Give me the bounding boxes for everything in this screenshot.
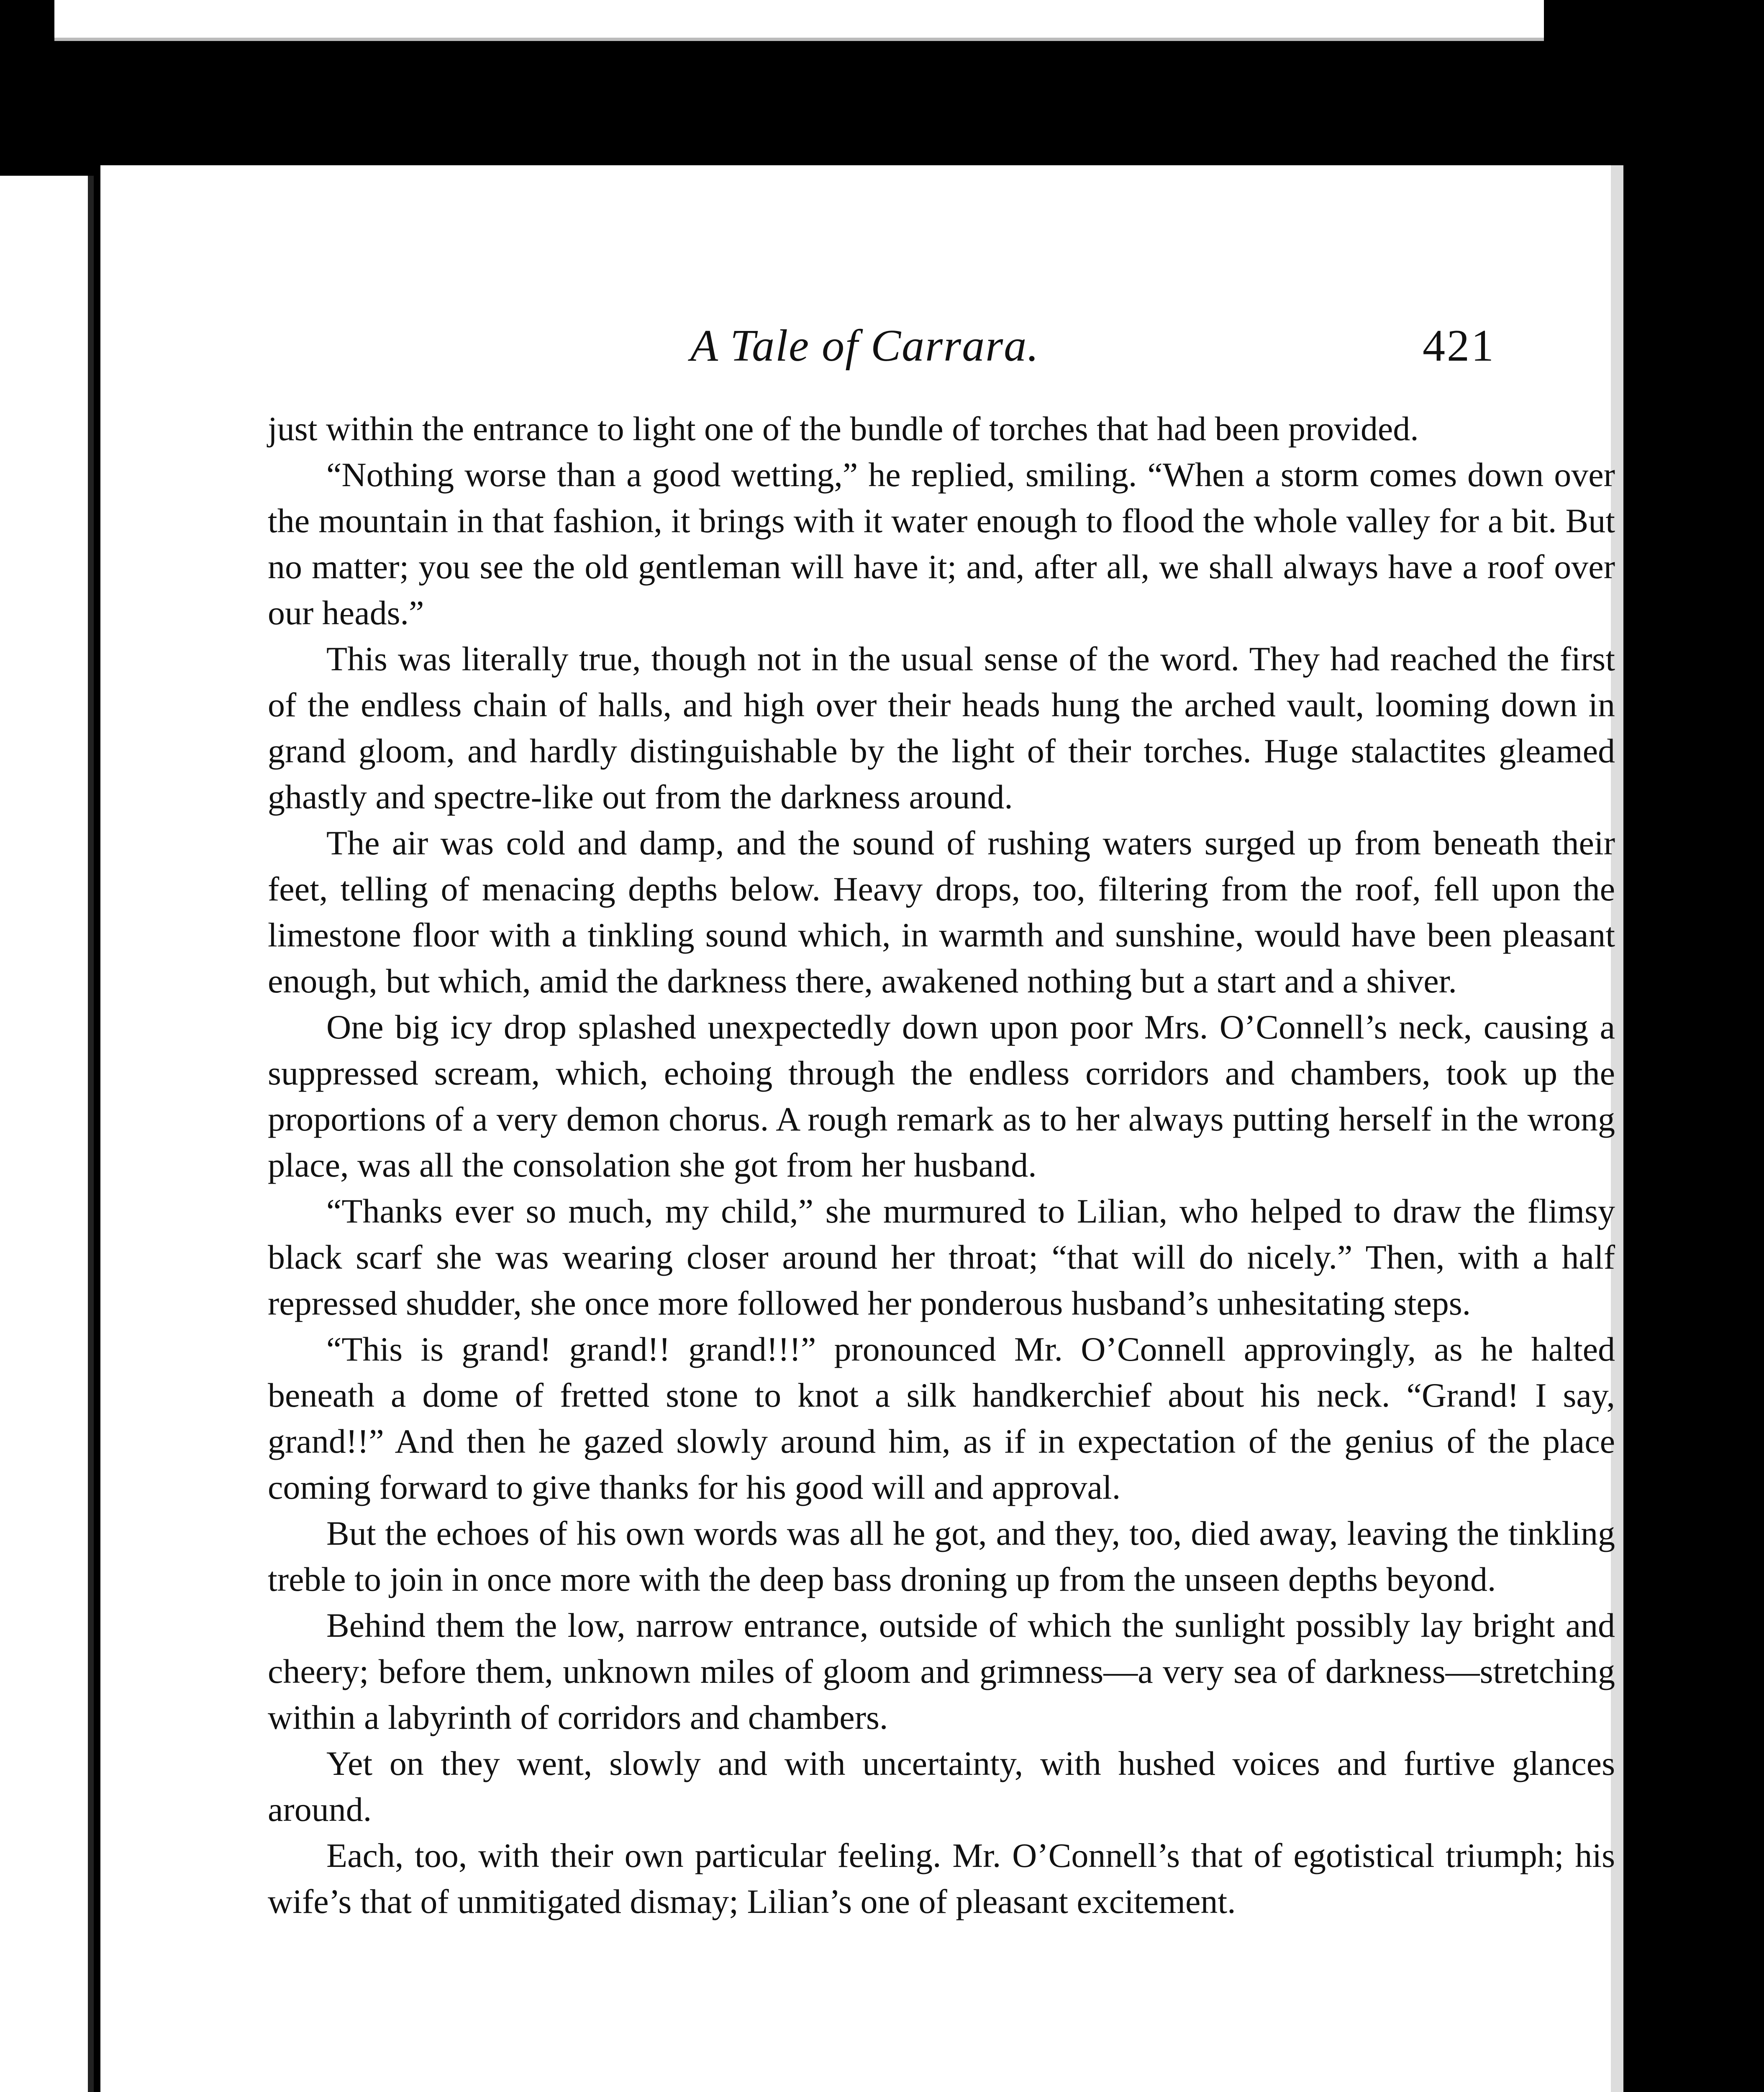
- paragraph: Yet on they went, slowly and with uncertainty, with hushed voices and furtive glances around.: [268, 1744, 1615, 1828]
- paragraph: “Thanks ever so much, my child,” she murmured to Lilian, who helped to draw the flimsy black scarf she was wearing closer around her throat; “that will do nicely.” Then, with a half repressed shudder, she once more followed her ponderous husband’s unhesitating steps.: [268, 1192, 1615, 1322]
- previous-page-edge: [54, 0, 1544, 41]
- paragraph: The air was cold and damp, and the sound of rushing waters surged up from beneath their feet, telling of menacing depths below. Heavy drops, too, filtering from the roof, fell upon the limestone floor with a tinkling sound which, in warmth and sunshine, would have been pleasant enough, but which, amid the darkness there, awakened nothing but a start and a shiver.: [268, 824, 1615, 1000]
- paragraph: But the echoes of his own words was all he got, and they, too, died away, leaving the tinkling treble to join in once more with the deep bass droning up from the unseen depths beyond.: [268, 1514, 1615, 1598]
- paragraph: Each, too, with their own particular feeling. Mr. O’Connell’s that of egotistical triumph; his wife’s that of unmitigated dismay; Lilian’s one of pleasant excitement.: [268, 1836, 1615, 1920]
- paragraph: just within the entrance to light one of the bundle of torches that had been provided.: [268, 410, 1419, 448]
- facing-page-edge: [0, 176, 94, 2092]
- page-number: 421: [1423, 321, 1495, 371]
- paragraph: Behind them the low, narrow entrance, outside of which the sunlight possibly lay bright and cheery; before them, unknown miles of gloom and grimness—a very sea of darkness—stretching within a labyrinth of corridors and chambers.: [268, 1606, 1615, 1736]
- paragraph: “Nothing worse than a good wetting,” he replied, smiling. “When a storm comes down over the mountain in that fashion, it brings with it water enough to flood the whole valley for a bit. But no matter; you see the old gentleman will have it; and, after all, we shall always have a roof over our heads.”: [268, 456, 1615, 632]
- paragraph: One big icy drop splashed unexpectedly down upon poor Mrs. O’Connell’s neck, causing a suppressed scream, which, echoing through the endless corridors and chambers, took up the proportions of a very demon chorus. A rough remark as to her always putting herself in the wrong place, was all the consolation she got from her husband.: [268, 1008, 1615, 1184]
- running-head: [100, 320, 1623, 379]
- paragraph: “This is grand! grand!! grand!!!” pronounced Mr. O’Connell approvingly, as he halted beneath a dome of fretted stone to knot a silk handkerchief about his neck. “Grand! I say, grand!!” And then he gazed slowly around him, as if in expectation of the genius of the place coming forward to give thanks for his good will and approval.: [268, 1330, 1615, 1506]
- book-page: [100, 165, 1623, 2092]
- body-text: [268, 406, 1615, 1925]
- paragraph: This was literally true, though not in the usual sense of the word. They had reached the first of the endless chain of halls, and high over their heads hung the arched vault, looming down in grand gloom, and hardly distinguishable by the light of their torches. Huge stalactites gleamed ghastly and spectre-like out from the darkness around.: [268, 640, 1615, 816]
- running-title: A Tale of Carrara.: [690, 321, 1040, 371]
